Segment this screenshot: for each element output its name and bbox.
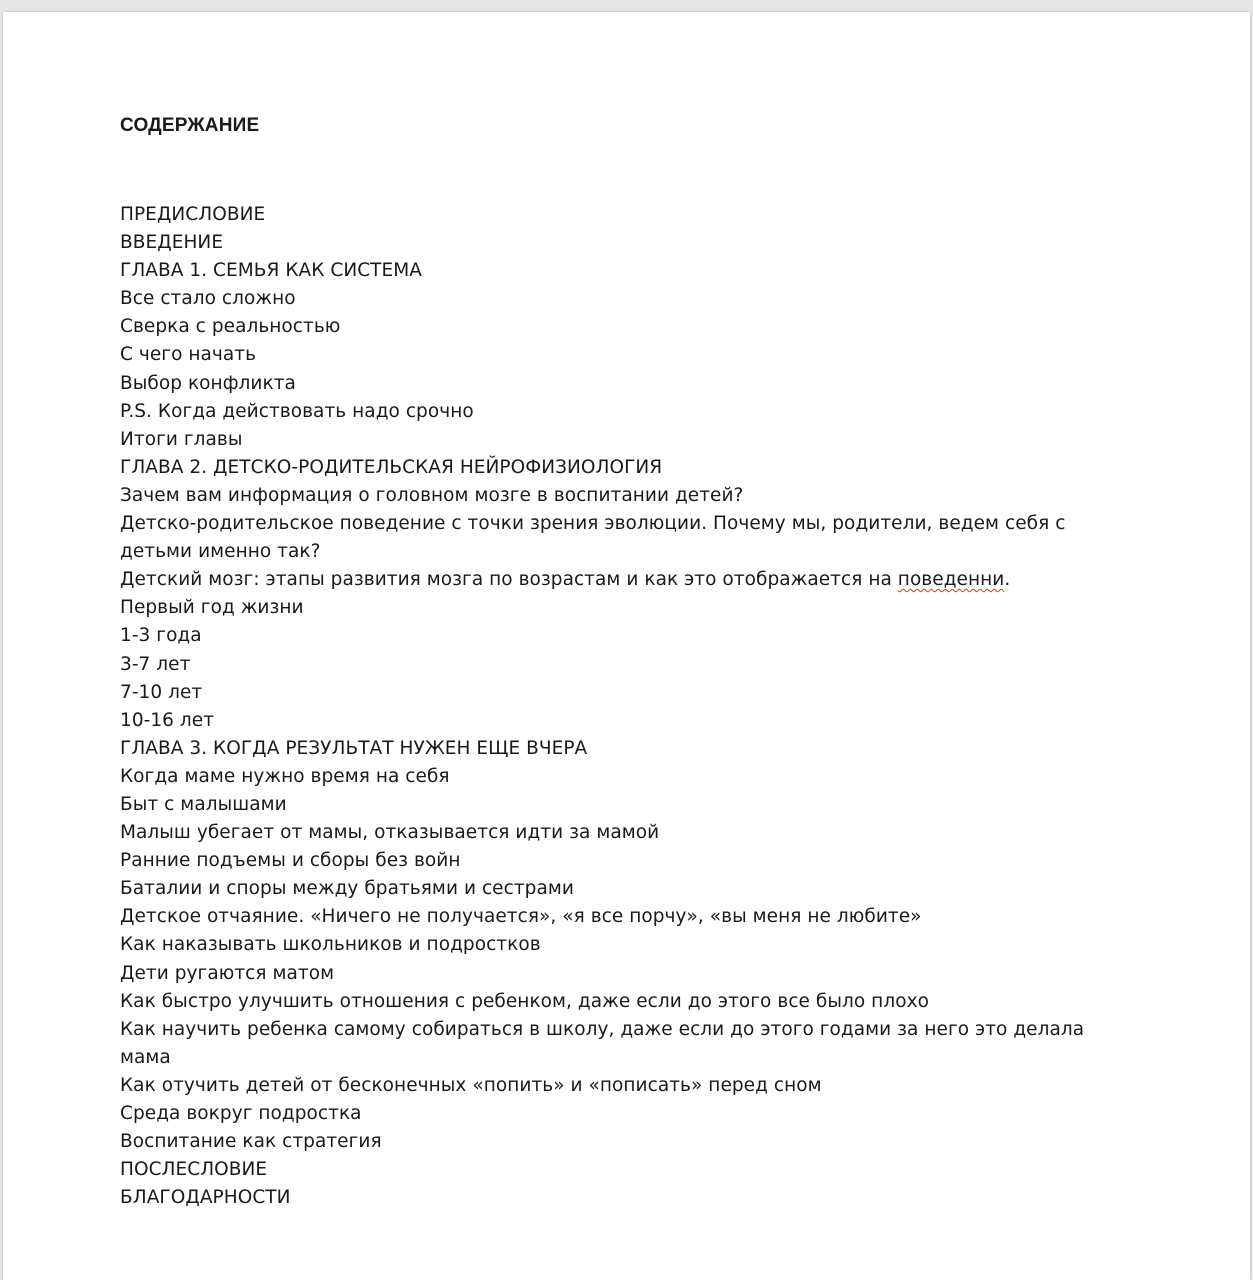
toc-item: Ранние подъемы и сборы без войн	[120, 850, 461, 872]
toc-item: ВВЕДЕНИЕ	[120, 232, 224, 254]
toc-item: Быт с малышами	[120, 793, 287, 815]
toc-item: ПРЕДИСЛОВИЕ	[120, 204, 266, 225]
toc-item: ГЛАВА 2. ДЕТСКО-РОДИТЕЛЬСКАЯ НЕЙРОФИЗИОЛОГИЯ	[120, 456, 663, 478]
toc-item: Как быстро улучшить отношения с ребенком, даже если до этого все было плохо	[120, 990, 929, 1012]
spellcheck-flagged-word[interactable]: поведенни	[897, 569, 1005, 591]
toc-item: Воспитание как стратегия	[120, 1131, 382, 1153]
toc-item: Все стало сложно	[120, 288, 296, 310]
toc-item: Как научить ребенка самому собираться в школу, даже если до этого годами за него это делала мама	[120, 1018, 1085, 1068]
toc-item: Зачем вам информация о головном мозге в воспитании детей?	[120, 484, 744, 506]
toc-item: ПОСЛЕСЛОВИЕ	[120, 1159, 268, 1181]
document-content	[120, 114, 1130, 1209]
toc-item: Среда вокруг подростка	[120, 1103, 362, 1124]
toc-item: Детско-родительское поведение с точки зрения эволюции. Почему мы, родители, ведем себя с детьми именно так?	[120, 513, 1066, 563]
document-page	[3, 12, 1250, 1280]
toc-item: Итоги главы	[120, 428, 243, 450]
toc-item: Дети ругаются матом	[120, 962, 335, 984]
toc-item: 10-16 лет	[120, 709, 215, 731]
toc-item	[120, 566, 1130, 594]
toc-item: 7-10 лет	[120, 681, 203, 703]
toc-item-text: Детский мозг: этапы развития мозга по возрастам и как это отображается на	[120, 569, 898, 591]
toc-item: Когда маме нужно время на себя	[120, 765, 450, 787]
toc-item: БЛАГОДАРНОСТИ	[120, 1187, 291, 1209]
toc-item: Малыш убегает от мамы, отказывается идти за мамой	[120, 822, 660, 844]
toc-item: Первый год жизни	[120, 597, 304, 619]
toc-item: ГЛАВА 3. КОГДА РЕЗУЛЬТАТ НУЖЕН ЕЩЕ ВЧЕРА	[120, 737, 588, 759]
toc-list	[120, 201, 1130, 1212]
toc-item: Выбор конфликта	[120, 372, 296, 394]
toc-item: Как наказывать школьников и подростков	[120, 934, 541, 956]
toc-item: Сверка с реальностью	[120, 316, 341, 338]
toc-item-text: .	[1004, 569, 1011, 591]
toc-item: 1-3 года	[120, 625, 202, 647]
toc-item: ГЛАВА 1. СЕМЬЯ КАК СИСТЕМА	[120, 260, 422, 282]
toc-item: С чего начать	[120, 344, 257, 366]
toc-item: Детское отчаяние. «Ничего не получается», «я все порчу», «вы меня не любите»	[120, 906, 922, 928]
toc-item: P.S. Когда действовать надо срочно	[120, 400, 474, 422]
toc-item: Как отучить детей от бесконечных «попить» и «пописать» перед сном	[120, 1074, 822, 1096]
toc-heading: СОДЕРЖАНИЕ	[120, 115, 260, 136]
toc-item: 3-7 лет	[120, 653, 191, 675]
toc-item: Баталии и споры между братьями и сестрами	[120, 878, 574, 900]
